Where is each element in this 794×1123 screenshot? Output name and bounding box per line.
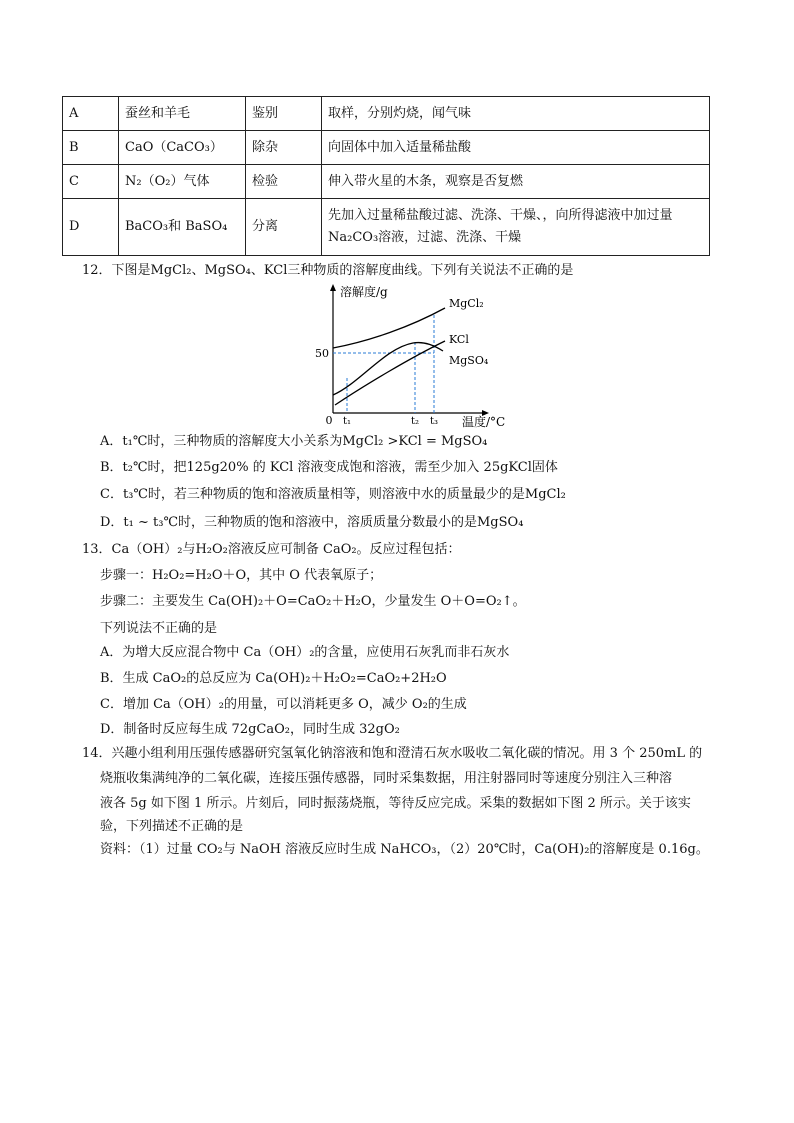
table-cell: BaCO₃和 BaSO₄ [119,199,246,256]
y-axis-arrow [330,284,336,291]
table-cell: 先加入过量稀盐酸过滤、洗涤、干燥、，向所得滤液中加过量 Na₂CO₃溶液，过滤、洗涤、干燥 [322,199,710,256]
table-row [63,131,710,165]
q12-option-d: D．t₁ ~ t₃℃时，三种物质的饱和溶液中，溶质质量分数最小的是MgSO₄ [100,515,524,530]
y-tick-label: 50 [315,347,329,360]
question-14-note: 资料：（1）过量 CO₂与 NaOH 溶液反应时生成 NaHCO₃，（2）20℃时，Ca(OH)₂的溶解度是 0.16g。 [100,842,709,857]
curve-mgso4 [335,341,445,405]
x-tick-label-t1: t₁ [342,416,352,427]
table-cell: 鉴别 [246,97,322,131]
q13-step2: 步骤二：主要发生 Ca(OH)₂＋O=CaO₂＋H₂O，少量发生 O＋O=O₂↑。 [100,594,526,609]
table-cell: D [63,199,119,256]
q13-step1: 步骤一：H₂O₂=H₂O＋O，其中 O 代表氧原子； [100,568,383,583]
solubility-chart [315,283,515,433]
table-row [63,165,710,199]
q12-option-c: C．t₃℃时，若三种物质的饱和溶液质量相等，则溶液中水的质量最少的是MgCl₂ [100,487,566,502]
table-cell: 分离 [246,199,322,256]
x-axis-label: 温度/°C [462,415,506,429]
question-12-stem: 12．下图是MgCl₂、MgSO₄、KCl三种物质的溶解度曲线。下列有关说法不正确的是 [82,263,574,278]
question-14-line: 14．兴趣小组利用压强传感器研究氢氧化钠溶液和饱和澄清石灰水吸收二氧化碳的情况。用 3 个 250mL 的 [82,746,703,761]
x-tick-label-t2: t₂ [410,416,420,427]
series-label-kcl: KCl [449,333,469,346]
q13-option-c: C．增加 Ca（OH）₂的用量，可以消耗更多 O，减少 O₂的生成 [100,697,467,712]
options-table [62,96,710,256]
table-cell: A [63,97,119,131]
table-cell: 向固体中加入适量稀盐酸 [322,131,710,165]
table-cell: 检验 [246,165,322,199]
q12-option-b: B．t₂℃时，把125g20% 的 KCl 溶液变成饱和溶液，需至少加入 25gKCl固体 [100,460,558,475]
origin-label: 0 [325,414,333,427]
question-13-stem: 13．Ca（OH）₂与H₂O₂溶液反应可制备 CaO₂。反应过程包括： [82,542,461,557]
x-tick-label-t3: t₃ [429,416,439,427]
question-14-line: 烧瓶收集满纯净的二氧化碳，连接压强传感器，同时采集数据，用注射器同时等速度分别注入三种溶 [100,771,673,786]
table-cell: B [63,131,119,165]
question-14-line: 验，下列描述不正确的是 [100,819,244,834]
table-cell: CaO（CaCO₃） [119,131,246,165]
y-axis-label: 溶解度/g [340,285,388,299]
table-cell: 取样，分别灼烧，闻气味 [322,97,710,131]
table-cell: N₂（O₂）气体 [119,165,246,199]
table-cell: 蚕丝和羊毛 [119,97,246,131]
q13-option-d: D．制备时反应每生成 72gCaO₂，同时生成 32gO₂ [100,722,400,737]
table-cell: 除杂 [246,131,322,165]
curve-mgcl2 [333,308,445,348]
q13-ask: 下列说法不正确的是 [100,621,218,636]
table-cell: 伸入带火星的木条，观察是否复燃 [322,165,710,199]
table-row [63,199,710,256]
question-14-line: 液各 5g 如下图 1 所示。片刻后，同时振荡烧瓶，等待反应完成。采集的数据如下图 2 所示。关于该实 [100,796,691,811]
q13-option-b: B．生成 CaO₂的总反应为 Ca(OH)₂＋H₂O₂=CaO₂+2H₂O [100,671,447,686]
q13-option-a: A．为增大反应混合物中 Ca（OH）₂的含量，应使用石灰乳而非石灰水 [100,645,510,660]
series-label-mgso4: MgSO₄ [449,354,489,367]
table-row [63,97,710,131]
q12-option-a: A．t₁℃时，三种物质的溶解度大小关系为MgCl₂ >KCl = MgSO₄ [100,434,488,449]
table-cell: C [63,165,119,199]
series-label-mgcl2: MgCl₂ [449,297,484,310]
